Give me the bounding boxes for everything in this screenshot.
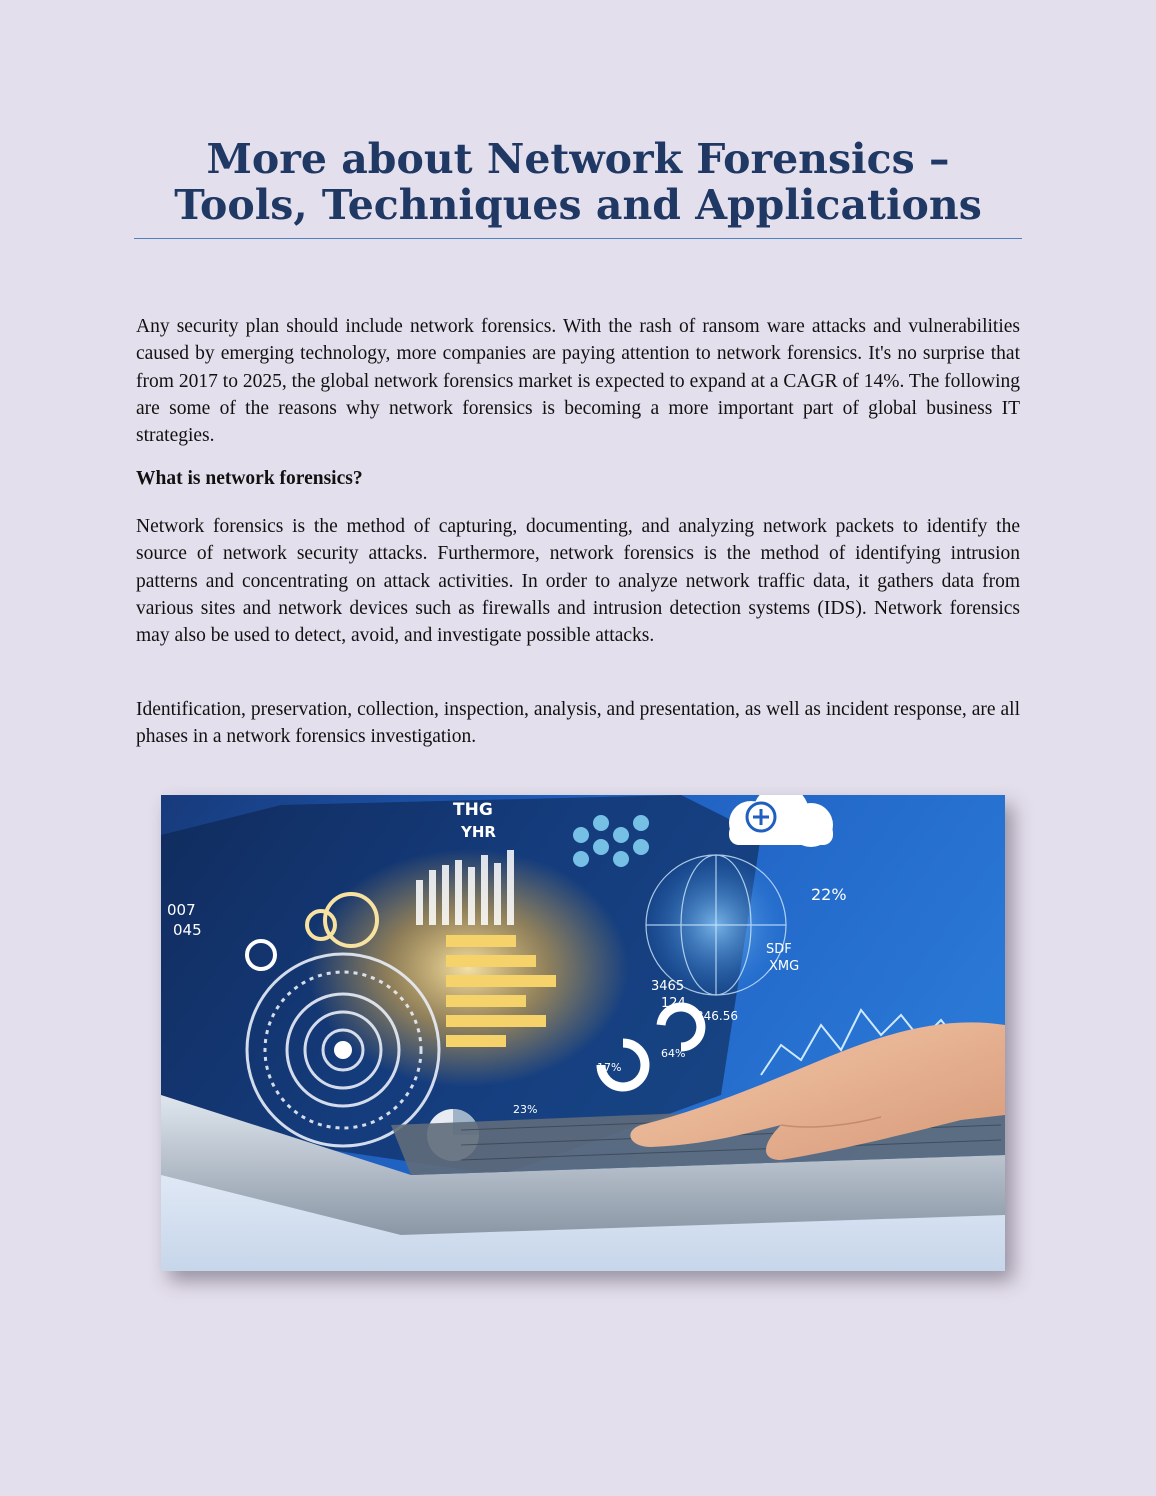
label-3465: 3465 — [651, 979, 685, 994]
label-xmg: XMG — [769, 959, 800, 974]
label-sdf: SDF — [766, 942, 792, 957]
definition-paragraph: Network forensics is the method of capturing, documenting, and analyzing network packets to identify the source of network security attacks. Furthermore, network forensics is the method of identifying intrusion patterns and concentrating on attack activities. In order to analyze network traffic data, it gathers data from various sites and network devices such as firewalls and intrusion detection systems (IDS). Network forensics may also be used to detect, avoid, and investigate possible attacks. — [136, 516, 1020, 647]
label-22pct: 22% — [811, 885, 847, 904]
label-yhr: YHR — [461, 823, 496, 841]
label-thg: THG — [453, 800, 493, 820]
label-124: 124 — [661, 996, 686, 1011]
label-007: 007 — [167, 901, 196, 919]
label-64pct: 64% — [661, 1047, 686, 1060]
label-346: 346.56 — [696, 1009, 738, 1023]
label-23pct: 23% — [513, 1103, 538, 1116]
phases-paragraph: Identification, preservation, collection, inspection, analysis, and presentation, as well as incident response, are all phases in a network forensics investigation. — [136, 699, 1020, 748]
laptop-network-photo — [161, 795, 1005, 1271]
label-17pct: 17% — [597, 1061, 622, 1074]
section-heading: What is network forensics? — [136, 468, 363, 489]
intro-paragraph: Any security plan should include network forensics. With the rash of ransom ware attacks and vulnerabilities caused by emerging technology, more companies are paying attention to network forensics. It's no surprise that from 2017 to 2025, the global network forensics market is expected to expand at a CAGR of 14%. The following are some of the reasons why network forensics is becoming a more important part of global business IT strategies. — [136, 316, 1020, 447]
label-045: 045 — [173, 921, 202, 939]
title-underline — [134, 238, 1022, 239]
page-title: More about Network Forensics – Tools, Techniques and Applications — [174, 135, 982, 229]
